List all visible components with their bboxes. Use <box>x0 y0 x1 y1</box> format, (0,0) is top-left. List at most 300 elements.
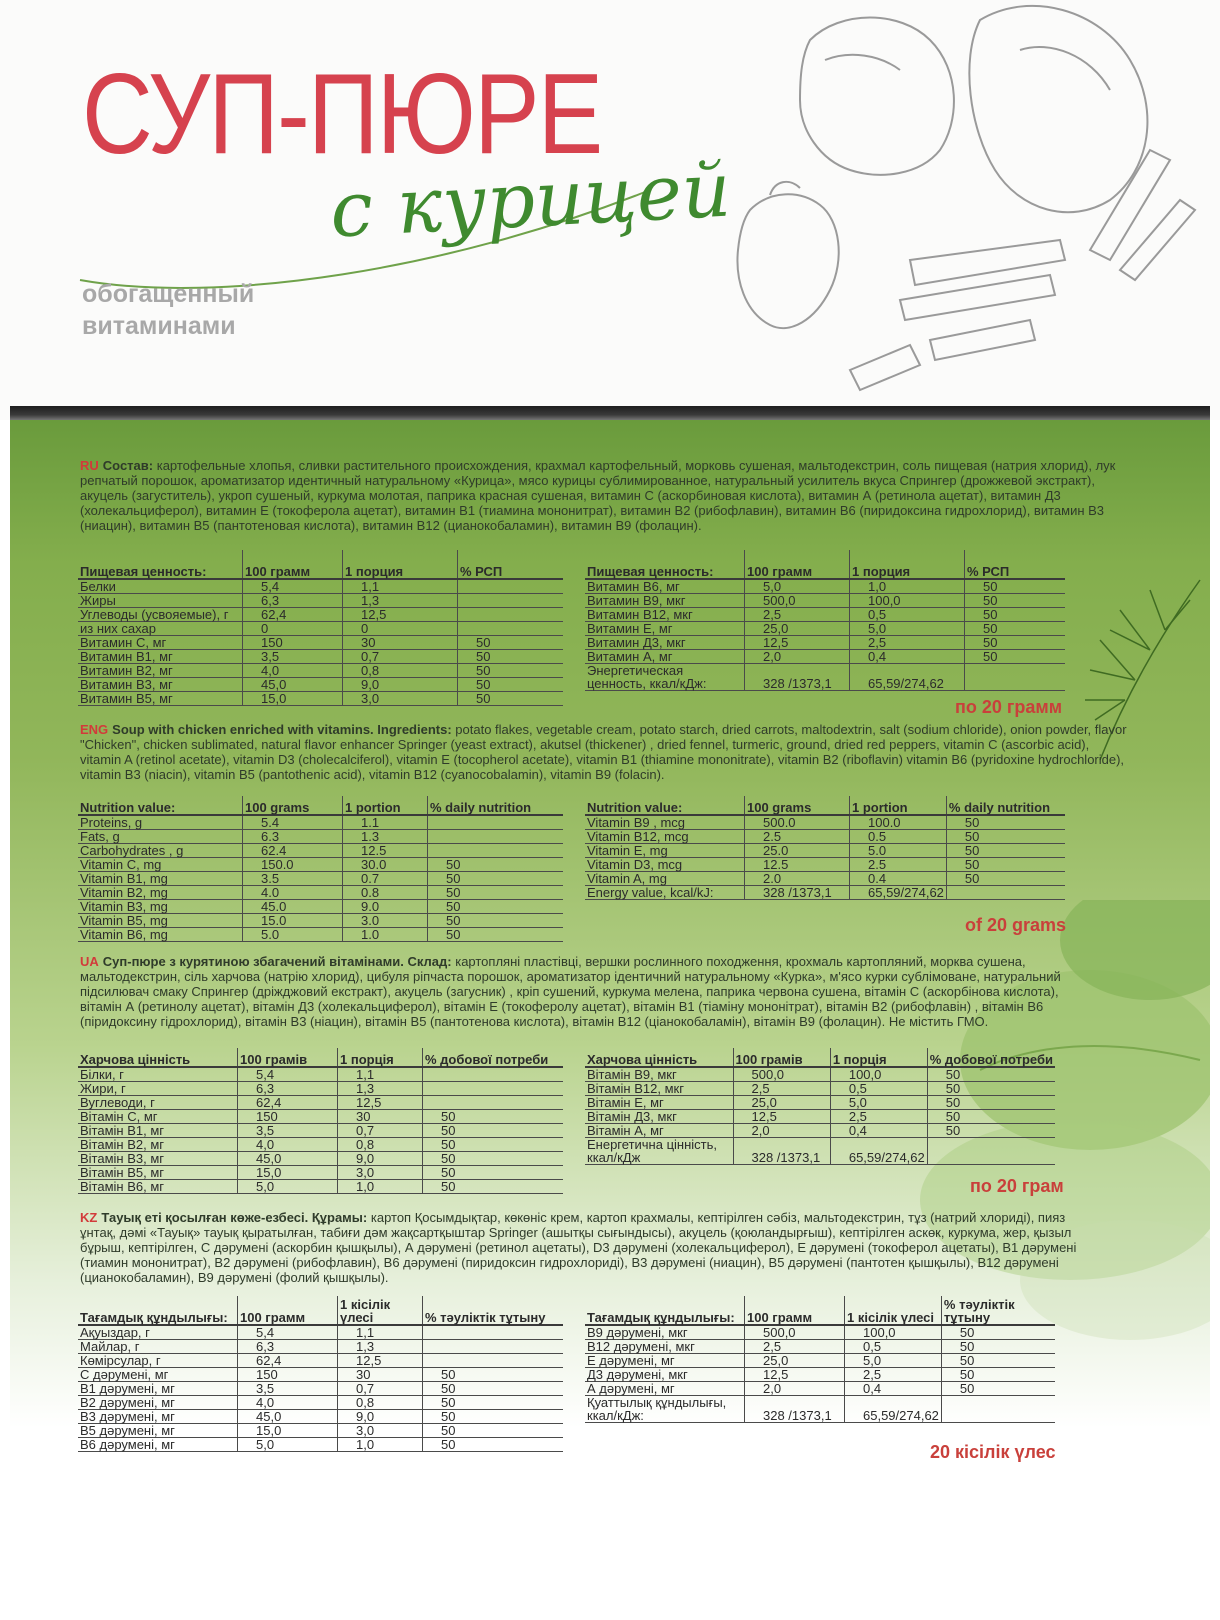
nutrient-value-cell: 1,1 <box>338 1067 423 1082</box>
nutrient-value-cell: 45,0 <box>238 1410 338 1424</box>
column-header: 100 грамів <box>238 1048 338 1067</box>
table-row <box>78 1082 563 1096</box>
nutrition-table-ru-left <box>78 550 563 706</box>
nutrient-value-cell: 0,5 <box>830 1082 927 1096</box>
nutrient-name-cell: Витамин Д3, мкг <box>585 636 745 650</box>
nutrient-value-cell: 1.1 <box>343 815 428 830</box>
table-row <box>585 608 1065 622</box>
nutrient-value-cell: 150.0 <box>243 858 343 872</box>
nutrient-value-cell: 50 <box>428 858 564 872</box>
nutrient-name-cell: Ақуыздар, г <box>78 1325 238 1340</box>
nutrient-value-cell <box>428 830 564 844</box>
tagline-line-2: витаминами <box>82 312 236 340</box>
nutrient-value-cell: 50 <box>946 815 1065 830</box>
table-row <box>78 579 563 594</box>
nutrient-name-cell: Вітамін В1, мг <box>78 1124 238 1138</box>
nutrient-value-cell <box>458 594 564 608</box>
nutrient-value-cell: 1,3 <box>338 1082 423 1096</box>
table-row <box>78 664 563 678</box>
nutrient-value-cell: 2,5 <box>830 1110 927 1124</box>
nutrient-value-cell <box>458 579 564 594</box>
nutrient-value-cell: 5,0 <box>238 1438 338 1452</box>
nutrient-value-cell: 50 <box>941 1340 1055 1354</box>
nutrient-value-cell: 15,0 <box>243 692 343 706</box>
table-row <box>585 594 1065 608</box>
column-header: Nutrition value: <box>78 796 243 815</box>
nutrient-value-cell: 3,5 <box>243 650 343 664</box>
nutrient-value-cell: 50 <box>927 1096 1055 1110</box>
nutrition-table-eng-left <box>78 796 563 942</box>
nutrient-name-cell: Жири, г <box>78 1082 238 1096</box>
nutrient-value-cell: 9,0 <box>343 678 458 692</box>
nutrient-value-cell: 50 <box>965 636 1066 650</box>
nutrient-value-cell: 0.4 <box>850 872 947 886</box>
column-header: 1 portion <box>343 796 428 815</box>
nutrient-name-cell: Витамин В2, мг <box>78 664 243 678</box>
nutrient-name-cell: Д3 дәрумені, мкг <box>585 1368 745 1382</box>
nutrient-name-cell: Майлар, г <box>78 1340 238 1354</box>
column-header: 1 кісілік үлесі <box>845 1296 942 1325</box>
nutrient-value-cell: 50 <box>941 1382 1055 1396</box>
nutrient-value-cell: 0,7 <box>343 650 458 664</box>
nutrient-name-cell: Fats, g <box>78 830 243 844</box>
nutrient-value-cell: 1,1 <box>338 1325 423 1340</box>
nutrient-value-cell: 62,4 <box>238 1096 338 1110</box>
column-header: % РСП <box>458 550 564 579</box>
nutrient-value-cell: 0,5 <box>845 1340 942 1354</box>
nutrient-value-cell: 25.0 <box>745 844 850 858</box>
nutrient-value-cell: 15.0 <box>243 914 343 928</box>
vegetable-sketch-illustration <box>730 0 1210 410</box>
nutrient-value-cell: 1.3 <box>343 830 428 844</box>
column-header: Тағамдық құндылығы: <box>585 1296 745 1325</box>
nutrient-value-cell: 50 <box>946 830 1065 844</box>
nutrient-value-cell: 5.4 <box>243 815 343 830</box>
table-row <box>585 858 1065 872</box>
nutrient-value-cell: 50 <box>458 650 564 664</box>
nutrient-name-cell: Вітамін В6, мг <box>78 1180 238 1194</box>
nutrient-value-cell <box>428 844 564 858</box>
nutrient-value-cell: 5,0 <box>850 622 965 636</box>
column-header: Харчова цінність <box>585 1048 733 1067</box>
nutrient-value-cell: 50 <box>965 594 1066 608</box>
table-row <box>78 1067 563 1082</box>
nutrient-value-cell: 45.0 <box>243 900 343 914</box>
nutrient-value-cell: 500.0 <box>745 815 850 830</box>
nutrient-value-cell <box>458 622 564 636</box>
product-subtitle: с курицей <box>327 144 733 255</box>
nutrient-value-cell: 2,5 <box>850 636 965 650</box>
nutrient-value-cell: 150 <box>238 1368 338 1382</box>
nutrient-value-cell: 50 <box>941 1325 1055 1340</box>
nutrient-name-cell: Вітамін А, мг <box>585 1124 733 1138</box>
nutrient-value-cell: 3.5 <box>243 872 343 886</box>
nutrient-value-cell: 2,5 <box>733 1082 830 1096</box>
nutrient-value-cell: 0,7 <box>338 1124 423 1138</box>
nutrient-value-cell: 50 <box>458 636 564 650</box>
nutrient-value-cell: 50 <box>423 1368 564 1382</box>
table-row <box>585 1340 1055 1354</box>
table-row <box>78 1110 563 1124</box>
nutrient-name-cell: Vitamin B6, mg <box>78 928 243 942</box>
nutrient-name-cell: В6 дәрумені, мг <box>78 1438 238 1452</box>
nutrient-value-cell: 0,8 <box>338 1138 423 1152</box>
nutrient-name-cell: В2 дәрумені, мг <box>78 1396 238 1410</box>
table-row <box>585 1110 1055 1124</box>
ingredients-lead-ua: Суп-пюре з курятиною збагачений вітамінами. Склад: <box>102 954 452 969</box>
column-header: % РСП <box>965 550 1066 579</box>
nutrient-value-cell: 5.0 <box>243 928 343 942</box>
nutrient-value-cell: 12,5 <box>338 1096 423 1110</box>
lang-code-ru: RU <box>80 458 99 473</box>
portion-note-ru: по 20 грамм <box>955 697 1063 717</box>
nutrient-name-cell: Вітамін В9, мкг <box>585 1067 733 1082</box>
column-header: Пищевая ценность: <box>585 550 745 579</box>
nutrient-value-cell: 5,4 <box>238 1325 338 1340</box>
nutrient-value-cell: 2,5 <box>745 608 850 622</box>
nutrient-name-cell: Вітамін В2, мг <box>78 1138 238 1152</box>
table-row <box>78 914 563 928</box>
portion-note-eng: of 20 grams <box>965 915 1067 935</box>
table-row <box>585 636 1065 650</box>
nutrient-value-cell: 50 <box>965 608 1066 622</box>
nutrient-name-cell: Витамин С, мг <box>78 636 243 650</box>
nutrient-value-cell: 50 <box>423 1396 564 1410</box>
nutrient-value-cell: 50 <box>423 1110 564 1124</box>
table-row <box>78 1152 563 1166</box>
nutrient-value-cell: 50 <box>423 1382 564 1396</box>
nutrient-value-cell: 15,0 <box>238 1424 338 1438</box>
nutrient-value-cell: 0,4 <box>845 1382 942 1396</box>
nutrition-table-ru-right <box>585 550 1065 691</box>
table-row <box>78 1438 563 1452</box>
nutrient-value-cell: 50 <box>458 678 564 692</box>
column-header: % добової потреби <box>423 1048 564 1067</box>
table-row <box>585 650 1065 664</box>
table-row <box>78 858 563 872</box>
nutrient-value-cell: 62,4 <box>243 608 343 622</box>
nutrient-value-cell: 6,3 <box>243 594 343 608</box>
nutrient-value-cell: 65,59/274,62 <box>830 1138 927 1165</box>
nutrient-value-cell: 328 /1373,1 <box>745 886 850 900</box>
nutrient-value-cell: 50 <box>423 1438 564 1452</box>
nutrition-table-kz-right <box>585 1296 1055 1423</box>
nutrition-table-ua-left <box>78 1048 563 1194</box>
column-header: 100 grams <box>243 796 343 815</box>
table-row <box>585 579 1065 594</box>
column-header: % тәуліктік тұтыну <box>423 1296 564 1325</box>
nutrient-value-cell: 2,0 <box>733 1124 830 1138</box>
nutrient-name-cell: Білки, г <box>78 1067 238 1082</box>
nutrient-value-cell: 5,0 <box>745 579 850 594</box>
nutrient-name-cell: Көмірсулар, г <box>78 1354 238 1368</box>
ingredients-lead-ru: Состав: <box>102 458 154 473</box>
table-row <box>585 1138 1055 1165</box>
nutrient-name-cell: Енергетична цінність, ккал/кДж <box>585 1138 733 1165</box>
table-header-row <box>78 1296 563 1325</box>
table-row <box>585 1096 1055 1110</box>
nutrient-value-cell: 5,4 <box>243 579 343 594</box>
ingredients-ru <box>80 458 1130 533</box>
ingredients-lead-eng: Soup with chicken enriched with vitamins. Ingredients: <box>112 722 452 737</box>
nutrient-value-cell: 0 <box>343 622 458 636</box>
header <box>0 0 1220 420</box>
nutrient-value-cell: 500,0 <box>733 1067 830 1082</box>
nutrient-value-cell: 1,0 <box>338 1180 423 1194</box>
nutrient-value-cell: 0,8 <box>343 664 458 678</box>
nutrient-value-cell: 4,0 <box>243 664 343 678</box>
nutrient-name-cell: В1 дәрумені, мг <box>78 1382 238 1396</box>
table-row <box>585 1067 1055 1082</box>
table-row <box>585 1325 1055 1340</box>
product-title: СУП-ПЮРЕ <box>82 51 602 178</box>
nutrient-name-cell: Вітамін С, мг <box>78 1110 238 1124</box>
nutrient-value-cell: 50 <box>458 664 564 678</box>
table-row <box>585 1368 1055 1382</box>
table-row <box>585 1124 1055 1138</box>
nutrient-value-cell: 0,4 <box>850 650 965 664</box>
nutrient-value-cell: 50 <box>965 622 1066 636</box>
nutrient-name-cell: Жиры <box>78 594 243 608</box>
ingredients-eng <box>80 722 1130 782</box>
nutrient-name-cell: Вітамін В12, мкг <box>585 1082 733 1096</box>
nutrient-value-cell: 50 <box>423 1138 564 1152</box>
nutrient-value-cell: 12,5 <box>338 1354 423 1368</box>
table-row <box>585 1082 1055 1096</box>
nutrient-name-cell: Вітамін Е, мг <box>585 1096 733 1110</box>
column-header: % daily nutrition <box>946 796 1065 815</box>
nutrient-value-cell: 50 <box>946 872 1065 886</box>
nutrient-name-cell: Vitamin B1, mg <box>78 872 243 886</box>
nutrient-value-cell: 3,0 <box>343 692 458 706</box>
ingredients-text-ru: картофельные хлопья, сливки растительного происхождения, крахмал картофельный, морковь сушеная, мальтодекстрин, соль пищевая (натрия хлорид), лук репчатый порошок, ароматизатор идентичный натуральному «Курица», мясо курицы сублимированное, натуральный усилитель вкуса Спрингер (дрожжевой экстракт), акуцель (загуститель), укроп сушеный, куркума молотая, паприка красная сушеная, витамин С (аскорбиновая кислота), витамин А (ретинола ацетат), витамин Д3 (холекальциферол), витамин Е (токоферола ацетат), витамин В1 (тиамина мононитрат), витамин В2 (рибофлавин), витамин В6 (пиридоксина гидрохлорид), витамин В3 (ниацин), витамин В5 (пантотеновая кислота), витамин В12 (цианокобаламин), витамин В9 (фолацин). <box>80 458 1116 533</box>
nutrient-value-cell: 1.0 <box>343 928 428 942</box>
table-row <box>78 1410 563 1424</box>
nutrient-name-cell: Вітамін Д3, мкг <box>585 1110 733 1124</box>
nutrient-value-cell: 5.0 <box>850 844 947 858</box>
table-row <box>585 1354 1055 1368</box>
nutrient-value-cell: 30.0 <box>343 858 428 872</box>
nutrient-value-cell: 3,5 <box>238 1382 338 1396</box>
table-header-row <box>78 1048 563 1067</box>
column-header: Nutrition value: <box>585 796 745 815</box>
nutrition-table-ua-right <box>585 1048 1055 1165</box>
table-row <box>78 886 563 900</box>
ingredients-text-ua: картопляні пластівці, вершки рослинного походження, крохмаль картопляний, морква сушена, мальтодекстрин, сіль харчова (натрію хлорид), цибуля ріпчаста порошок, ароматизатор ідентичний натуральному «Курка», м'ясо курки сублімоване, натуральний підсилювач смаку Спрингер (дріжджовий екстракт), акуцель (загусник) , кріп сушений, куркума мелена, паприка червона сушена, вітамін С (аскорбінова кислота), вітамін А (ретинолу ацетат), вітамін Д3 (холекальциферол), вітамін Е (токоферолу ацетат), вітамін В1 (тіаміну мононітрат), вітамін В2 (рибофлавін) , вітамін В6 (піридоксину гідрохлорид), вітамін В3 (ніацин), вітамін В5 (пантотенова кислота), вітамін В12 (ціанокобаламін), вітамін В9 (фолацин). Не містить ГМО. <box>80 954 1061 1029</box>
nutrient-value-cell: 150 <box>238 1110 338 1124</box>
ingredients-text-eng: potato flakes, vegetable cream, potato starch, dried carrots, maltodextrin, salt (sodium chloride), onion powder, flavor "Chicken", chicken sublimated, natural flavor enhancer Springer (yeast extract), akutsel (thickener) , dried fennel, turmeric, ground, dried red peppers, vitamin C (ascorbic acid), vitamin A (retinol acetate), vitamin D3 (cholecalciferol), vitamin E (tocopherol acetate), vitamin B1 (thiamine mononitrate), vitamin B2 (riboflavin) vitamin B6 (pyridoxine hydrochloride), vitamin B3 (niacin), vitamin B5 (pantothenic acid), vitamin B12 (cyanocobalamin), vitamin B9 (folacin). <box>80 722 1127 782</box>
table-row <box>78 636 563 650</box>
portion-note-kz: 20 кісілік үлес <box>930 1442 1056 1462</box>
nutrient-value-cell: 0.5 <box>850 830 947 844</box>
nutrient-value-cell: 12,5 <box>745 636 850 650</box>
table-row <box>585 844 1065 858</box>
nutrient-value-cell: 328 /1373,1 <box>733 1138 830 1165</box>
nutrient-name-cell: Vitamin B5, mg <box>78 914 243 928</box>
nutrient-value-cell: 1,0 <box>850 579 965 594</box>
nutrient-value-cell: 328 /1373,1 <box>745 1396 845 1423</box>
column-header: 1 порция <box>343 550 458 579</box>
nutrient-value-cell <box>941 1396 1055 1423</box>
nutrient-value-cell: 5,4 <box>238 1067 338 1082</box>
nutrient-value-cell: 50 <box>423 1180 564 1194</box>
nutrient-value-cell: 50 <box>423 1410 564 1424</box>
table-row <box>585 872 1065 886</box>
nutrient-value-cell: 4,0 <box>238 1138 338 1152</box>
ingredients-lead-kz: Тауық еті қосылған көже-езбесі. Құрамы: <box>101 1210 368 1225</box>
nutrient-name-cell: Углеводы (усвояемые), г <box>78 608 243 622</box>
column-header: Харчова цінність <box>78 1048 238 1067</box>
nutrient-value-cell: 30 <box>338 1110 423 1124</box>
nutrient-value-cell: 50 <box>428 872 564 886</box>
nutrient-value-cell: 50 <box>423 1424 564 1438</box>
nutrient-value-cell: 50 <box>927 1082 1055 1096</box>
nutrient-name-cell: Қуаттылық құндылығы, ккал/кДж: <box>585 1396 745 1423</box>
nutrient-value-cell: 6,3 <box>238 1082 338 1096</box>
nutrient-name-cell: Vitamin A, mg <box>585 872 745 886</box>
nutrient-value-cell: 2.5 <box>745 830 850 844</box>
nutrient-value-cell: 0,5 <box>850 608 965 622</box>
table-row <box>78 1396 563 1410</box>
nutrient-value-cell: 1,3 <box>343 594 458 608</box>
nutrient-name-cell: С дәрумені, мг <box>78 1368 238 1382</box>
table-row <box>78 1180 563 1194</box>
nutrient-value-cell: 9,0 <box>338 1410 423 1424</box>
nutrient-value-cell: 1,3 <box>338 1340 423 1354</box>
table-header-row <box>585 550 1065 579</box>
nutrient-value-cell: 50 <box>965 579 1066 594</box>
table-header-row <box>585 1296 1055 1325</box>
nutrient-value-cell <box>423 1325 564 1340</box>
table-header-row <box>78 796 563 815</box>
column-header: 100 грамм <box>238 1296 338 1325</box>
table-row <box>78 844 563 858</box>
table-row <box>585 886 1065 900</box>
nutrient-name-cell: Витамин В1, мг <box>78 650 243 664</box>
nutrient-value-cell: 2,5 <box>745 1340 845 1354</box>
column-header: 100 grams <box>745 796 850 815</box>
nutrient-name-cell: Витамин В9, мкг <box>585 594 745 608</box>
ingredients-kz <box>80 1210 1080 1285</box>
nutrient-value-cell: 12,5 <box>745 1368 845 1382</box>
nutrient-value-cell <box>423 1082 564 1096</box>
nutrient-value-cell: 50 <box>428 886 564 900</box>
nutrient-value-cell: 3,5 <box>238 1124 338 1138</box>
nutrient-value-cell: 50 <box>946 858 1065 872</box>
nutrient-value-cell: 50 <box>458 692 564 706</box>
table-row <box>78 1424 563 1438</box>
table-row <box>78 608 563 622</box>
table-row <box>585 1396 1055 1423</box>
table-row <box>78 830 563 844</box>
nutrient-value-cell: 50 <box>927 1110 1055 1124</box>
nutrient-name-cell: Е дәрумені, мг <box>585 1354 745 1368</box>
nutrition-table-eng-right <box>585 796 1065 900</box>
nutrient-name-cell: Витамин В3, мг <box>78 678 243 692</box>
nutrient-value-cell: 45,0 <box>243 678 343 692</box>
nutrient-name-cell: А дәрумені, мг <box>585 1382 745 1396</box>
nutrient-name-cell: Витамин А, мг <box>585 650 745 664</box>
nutrient-name-cell: Proteins, g <box>78 815 243 830</box>
lang-code-eng: ENG <box>80 722 109 737</box>
nutrient-name-cell: В3 дәрумені, мг <box>78 1410 238 1424</box>
nutrient-name-cell: Вітамін В3, мг <box>78 1152 238 1166</box>
nutrient-value-cell: 12,5 <box>733 1110 830 1124</box>
nutrient-name-cell: В9 дәрумені, мкг <box>585 1325 745 1340</box>
nutrient-value-cell <box>927 1138 1055 1165</box>
table-row <box>585 664 1065 691</box>
nutrient-value-cell: 50 <box>965 650 1066 664</box>
nutrient-value-cell: 45,0 <box>238 1152 338 1166</box>
nutrient-value-cell: 50 <box>423 1152 564 1166</box>
column-header: % добової потреби <box>927 1048 1055 1067</box>
column-header: Пищевая ценность: <box>78 550 243 579</box>
nutrient-name-cell: Витамин Е, мг <box>585 622 745 636</box>
nutrient-value-cell: 25,0 <box>745 1354 845 1368</box>
nutrient-name-cell: Витамин В6, мг <box>585 579 745 594</box>
ingredients-text-kz: картоп Қосымдықтар, көкөніс крем, картоп крахмалы, кептірілген сәбіз, мальтодекстрин, тұз (натрий хлориді), пияз ұнтақ, дәмі «Тауық» тауық қыратылған, табиғи дәм жақсартқыштар Springer (ашытқы сығындысы), акуцель (қоюландырғыш), кептірілген аскөк, куркума, жер, қызыл бұрыш, кептірілген, С дәрумені (аскорбин қышқылы), А дәрумені (ретинол ацетаты), D3 дәрумені (холекальциферол), Е дәрумені (токоферол ацетаты), В1 дәрумені (тиамин мононитрат), В2 дәрумені (рибофлавин), В6 дәрумені (пиридоксин гидрохлориді), В3 дәрумені (ниацин), В5 дәрумені (пантотен қышқылы), В12 дәрумені (цианокобаламин), В9 дәрумені (фолий қышқылы). <box>80 1210 1077 1285</box>
nutrient-value-cell: 5,0 <box>238 1180 338 1194</box>
nutrient-value-cell: 50 <box>946 844 1065 858</box>
table-row <box>78 1096 563 1110</box>
nutrient-value-cell: 2,0 <box>745 650 850 664</box>
nutrient-value-cell: 2.5 <box>850 858 947 872</box>
nutrient-value-cell: 50 <box>428 928 564 942</box>
nutrient-value-cell: 12.5 <box>745 858 850 872</box>
nutrient-value-cell: 0,8 <box>338 1396 423 1410</box>
table-row <box>78 1325 563 1340</box>
table-row <box>78 1340 563 1354</box>
nutrient-value-cell: 50 <box>428 900 564 914</box>
nutrient-value-cell: 50 <box>423 1166 564 1180</box>
nutrient-value-cell: 4,0 <box>238 1396 338 1410</box>
nutrient-name-cell: В12 дәрумені, мкг <box>585 1340 745 1354</box>
table-row <box>585 1382 1055 1396</box>
nutrient-value-cell: 62.4 <box>243 844 343 858</box>
table-row <box>78 872 563 886</box>
nutrient-name-cell: Витамин В12, мкг <box>585 608 745 622</box>
nutrition-table-kz-left <box>78 1296 563 1452</box>
nutrient-name-cell: Vitamin D3, mcg <box>585 858 745 872</box>
nutrient-value-cell: 30 <box>343 636 458 650</box>
table-row <box>78 650 563 664</box>
nutrient-value-cell: 50 <box>927 1124 1055 1138</box>
column-header: % тәуліктік тұтыну <box>941 1296 1055 1325</box>
nutrient-value-cell <box>423 1340 564 1354</box>
table-row <box>78 1368 563 1382</box>
table-row <box>78 622 563 636</box>
table-row <box>78 692 563 706</box>
lang-code-kz: KZ <box>80 1210 98 1225</box>
nutrient-name-cell: В5 дәрумені, мг <box>78 1424 238 1438</box>
nutrient-value-cell: 0 <box>243 622 343 636</box>
portion-note-ua: по 20 грам <box>970 1176 1064 1196</box>
nutrient-value-cell: 50 <box>423 1124 564 1138</box>
nutrient-name-cell: Vitamin B2, mg <box>78 886 243 900</box>
tagline-line-1: обогащенный <box>82 280 255 308</box>
nutrient-value-cell: 3,0 <box>338 1424 423 1438</box>
nutrient-value-cell: 0,4 <box>830 1124 927 1138</box>
column-header: 1 кісілік үлесі <box>338 1296 423 1325</box>
nutrient-value-cell: 5,0 <box>845 1354 942 1368</box>
nutrient-value-cell: 100.0 <box>850 815 947 830</box>
nutrient-value-cell <box>423 1096 564 1110</box>
column-header: 1 порція <box>338 1048 423 1067</box>
column-header: Тағамдық құндылығы: <box>78 1296 238 1325</box>
column-header: 100 грамів <box>733 1048 830 1067</box>
nutrient-value-cell: 2,0 <box>745 1382 845 1396</box>
table-row <box>78 1382 563 1396</box>
